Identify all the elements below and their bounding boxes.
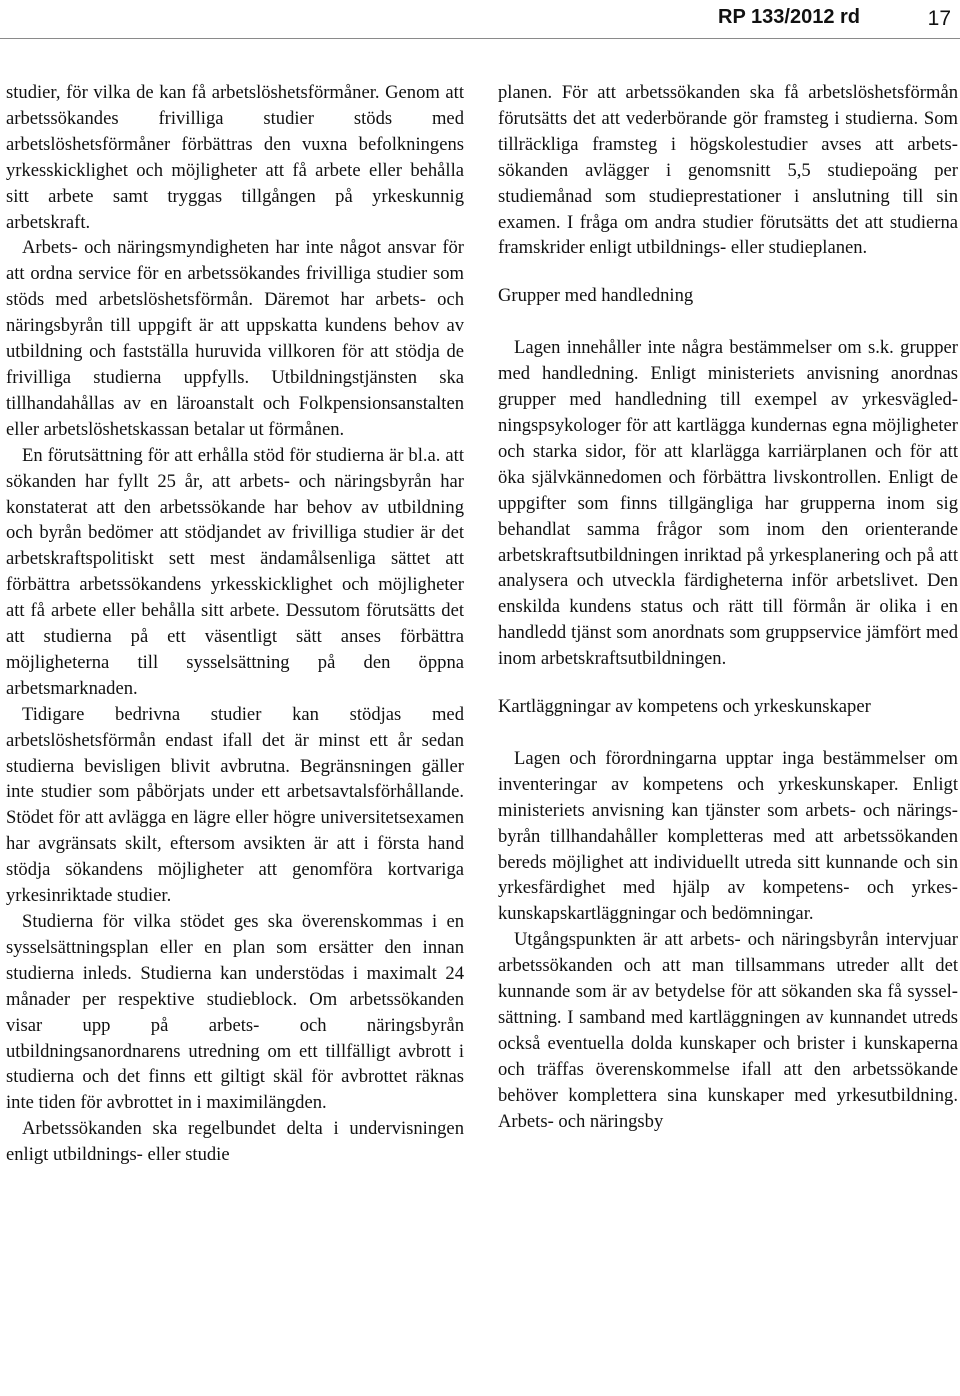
- spacer: [498, 720, 958, 746]
- paragraph: Arbets- och näringsmyndigheten har inte något ansvar för att ordna service för en arbetssökandes frivilliga studier som stöds med arbetslöshetsförmån. Däremot har arbets- och näringsbyrån till uppgift är att uppskatta kundens behov av utbildning och fastställa huruvida villkoren för att stödja de frivilliga studierna uppfylls. Utbildningstjänsten ska tillhandahållas av en läroanstalt och Folkpensionsanstalten eller arbetslöshetskassan betalar ut förmånen.: [6, 237, 464, 440]
- spacer: [498, 309, 958, 335]
- paragraph: Tidigare bedrivna studier kan stödjas med arbetslöshetsförmån endast ifall det är minst ett år sedan studierna bevisligen blivit avbrutna. Begränsningen gäller inte studier som påbörjats under ett arbetsavtalsförhållande. Stödet för att avlägga en lägre eller högre universitetsexamen har avgränsats skilt, eftersom avsikten är att i första hand stödja sökandens möjligheter att genomföra kortvariga yrkesinriktade studier.: [6, 703, 464, 907]
- paragraph: studier, för vilka de kan få arbetslöshetsförmåner. Genom att arbetssökandes frivilliga studier stöds med arbetslöshetsförmåner förbättras den vuxna befolkningens yrkesskicklighet och möjligheter att få arbete eller behålla sitt arbete samt tryggas tillgången på yrkeskunnig arbetskraft.: [6, 82, 464, 233]
- spacer: [498, 672, 958, 694]
- section-heading: Grupper med handledning: [498, 285, 694, 307]
- paragraph: planen. För att arbetssökanden ska få arbetslöshetsförmån förutsätts det att vederbörande gör framsteg i studierna. Som tillräckliga framsteg i högskolestudier avses att arbetssökanden avlägger i genomsnitt 5,5 studiepoäng per studiemånad som studieprestationer i anslutning till sin examen. I fråga om andra studier förutsätts det att studierna framskrider enligt utbildnings- eller studieplanen.: [498, 82, 958, 259]
- section-heading: Kartläggningar av kompetens och yrkeskunskaper: [498, 696, 871, 718]
- document-reference: RP 133/2012 rd: [718, 6, 860, 28]
- page-header: [0, 4, 960, 40]
- page-number: 17: [927, 7, 951, 30]
- paragraph: Lagen och förordningarna upptar inga bestämmelser om inventeringar av kompetens och yrkeskunskaper. Enligt ministeriets anvisning kan tjänster som arbets- och näringsbyrån tillhandahåller kompletteras med att arbetssökanden bereds möjlighet att individuellt utreda sitt kunnande och sin yrkesfärdighet med hjälp av kompetens- och yrkeskunskapskartläggningar och bedömningar.: [498, 747, 958, 925]
- paragraph: Utgångspunkten är att arbets- och näringsbyrån intervjuar arbetssökanden och att man tillsammans utreder allt det kunnande som är av betydelse för att sökanden ska få sysselsättning. I samband med kartläggningen av kunnandet utreds också eventuella dolda kunskaper och brister i kunskaperna och träffas överenskommelse ifall att den arbetssökande behöver komplettera sina kunskaper med yrkesutbildning. Arbets- och näringsby: [498, 929, 958, 1132]
- right-column: [498, 80, 958, 1135]
- paragraph: Lagen innehåller inte några bestämmelser om s.k. grupper med handledning. Enligt ministeriets anvisning anordnas grupper med handledning till exempel av yrkesvägledningspsykologer för att kartlägga kundernas egna möjligheter och starka sidor, för att klarlägga karriärplanen och för att öka självkännedomen och förbättra livskontrollen. Enligt de uppgifter som finns tillgängliga har grupperna inom sig behandlat samma frågor som inom den orienterande arbetskraftsutbildningen inriktad på yrkesplanering och på att analysera och utveckla färdigheterna inför arbetslivet. Den enskilda kundens status och rätt till förmån är olika i en handledd tjänst som anordnats som gruppservice jämfört med inom arbetskraftsutbildningen.: [498, 337, 958, 670]
- left-column: [6, 80, 464, 1168]
- paragraph: En förutsättning för att erhålla stöd för studierna är bl.a. att sökanden har fyllt 25 år, att arbets- och näringsbyrån har konstaterat att den arbetssökande har behov av utbildning och byrån bedömer att stödjandet av frivilliga studier är det arbetskraftspolitiskt sett mest ändamålsenliga sättet att förbättra arbetssökandens yrkesskicklighet och möjligheter att få arbete eller behålla sitt arbete. Dessutom förutsätts det att studierna på ett väsentligt sätt anses förbättra möjligheterna till sysselsättning på den öppna arbetsmarknaden.: [6, 444, 464, 699]
- paragraph: Arbetssökanden ska regelbundet delta i undervisningen enligt utbildnings- eller studie: [6, 1118, 464, 1166]
- spacer: [498, 261, 958, 283]
- header-rule: [0, 38, 960, 39]
- paragraph: Studierna för vilka stödet ges ska överenskommas i en sysselsättningsplan eller en plan som ersätter den innan studierna inleds. Studierna kan understödas i maximalt 24 månader per respektive studieblock. Om arbetssökanden visar upp på arbets- och näringsbyrån utbildningsanordnarens utredning om ett tillfälligt avbrott i studierna och det finns ett giltigt skäl för avbrottet räknas inte tiden för avbrottet in i maximilängden.: [6, 911, 464, 1114]
